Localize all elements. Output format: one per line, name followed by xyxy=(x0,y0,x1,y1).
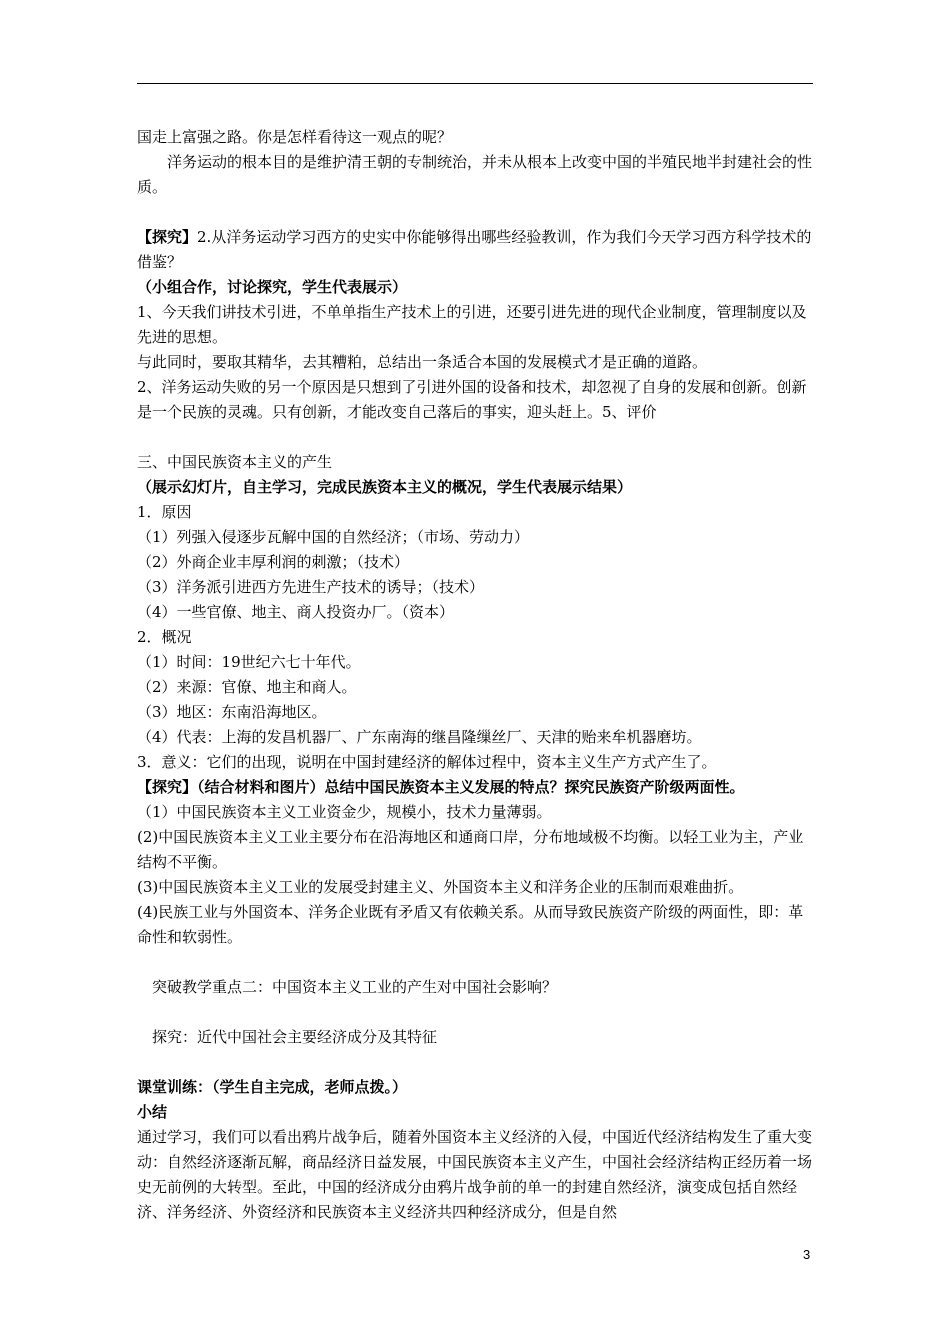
explore-text: （结合材料和图片）总结中国民族资本主义发展的特点？探究民族资产阶级两面性。 xyxy=(197,778,745,796)
page-number: 3 xyxy=(803,1247,811,1262)
summary-heading: 小结 xyxy=(137,1103,168,1121)
explore-text: 2.从洋务运动学习西方的史实中你能够得出哪些经验教训，作为我们今天学习西方科学技术的借鉴？ xyxy=(137,228,812,271)
list-item: (2)中国民族资本主义工业主要分布在沿海地区和通商口岸，分布地域极不均衡。以轻工业为主，产业结构不平衡。 xyxy=(137,828,804,871)
paragraph: 1、今天我们讲技术引进，不单单指生产技术上的引进，还要引进先进的现代企业制度，管理制度以及先进的思想。 xyxy=(137,303,807,346)
list-item: (3)中国民族资本主义工业的发展受封建主义、外国资本主义和洋务企业的压制而艰难曲折。 xyxy=(137,878,744,896)
section-note: （展示幻灯片，自主学习，完成民族资本主义的概况，学生代表展示结果） xyxy=(137,478,633,496)
subsection-title: 2．概况 xyxy=(137,628,192,646)
paragraph: 与此同时，要取其精华，去其糟粕，总结出一条适合本国的发展模式才是正确的道路。 xyxy=(137,353,708,371)
list-item: （1）时间：19世纪六七十年代。 xyxy=(137,653,361,671)
list-item: （3）洋务派引进西方先进生产技术的诱导；（技术） xyxy=(137,578,485,596)
explore-question xyxy=(137,225,815,275)
header-rule xyxy=(137,83,813,84)
list-item: （1）中国民族资本主义工业资金少，规模小，技术力量薄弱。 xyxy=(137,803,552,821)
spacer xyxy=(137,1000,815,1025)
list-item: （2）外商企业丰厚利润的刺激；（技术） xyxy=(137,553,410,571)
spacer xyxy=(137,200,815,225)
list-item: (4)民族工业与外国资本、洋务企业既有矛盾又有依赖关系。从而导致民族资产阶级的两面性，即：革命性和软弱性。 xyxy=(137,903,804,946)
spacer xyxy=(137,950,815,975)
explore-tag: 【探究】 xyxy=(137,228,198,246)
training-heading: 课堂训练：（学生自主完成，老师点拨。） xyxy=(137,1078,408,1096)
subsection-title: 1．原因 xyxy=(137,503,192,521)
group-note: （小组合作，讨论探究，学生代表展示） xyxy=(137,278,408,296)
list-item: （3）地区：东南沿海地区。 xyxy=(137,703,327,721)
paragraph: 探究：近代中国社会主要经济成分及其特征 xyxy=(152,1028,438,1046)
spacer xyxy=(137,1050,815,1075)
summary-text: 通过学习，我们可以看出鸦片战争后，随着外国资本主义经济的入侵，中国近代经济结构发生了重大变动：自然经济逐渐瓦解，商品经济日益发展，中国民族资本主义产生，中国社会经济结构正经历着一场史无前例的大转型。至此，中国的经济成分由鸦片战争前的单一的封建自然经济，演变成包括自然经济、洋务经济、外资经济和民族资本主义经济共四种经济成分，但是自然 xyxy=(137,1128,813,1221)
explore-question xyxy=(137,775,815,800)
spacer xyxy=(137,425,815,450)
list-item: （1）列强入侵逐步瓦解中国的自然经济；（市场、劳动力） xyxy=(137,528,530,546)
list-item: （4）代表：上海的发昌机器厂、广东南海的继昌隆缫丝厂、天津的贻来牟机器磨坊。 xyxy=(137,728,702,746)
page-body xyxy=(137,125,815,1225)
explore-tag: 【探究】 xyxy=(137,778,198,796)
paragraph: 3．意义：它们的出现，说明在中国封建经济的解体过程中，资本主义生产方式产生了。 xyxy=(137,753,717,771)
paragraph: 洋务运动的根本目的是维护清王朝的专制统治，并未从根本上改变中国的半殖民地半封建社会的性质。 xyxy=(137,153,813,196)
paragraph: 突破教学重点二：中国资本主义工业的产生对中国社会影响？ xyxy=(152,978,558,996)
section-title: 三、中国民族资本主义的产生 xyxy=(137,453,333,471)
list-item: （2）来源：官僚、地主和商人。 xyxy=(137,678,357,696)
paragraph: 2、洋务运动失败的另一个原因是只想到了引进外国的设备和技术，却忽视了自身的发展和创新。创新是一个民族的灵魂。只有创新，才能改变自己落后的事实，迎头赶上。5、评价 xyxy=(137,378,807,421)
list-item: （4）一些官僚、地主、商人投资办厂。（资本） xyxy=(137,603,455,621)
paragraph: 国走上富强之路。你是怎样看待这一观点的呢？ xyxy=(137,128,453,146)
